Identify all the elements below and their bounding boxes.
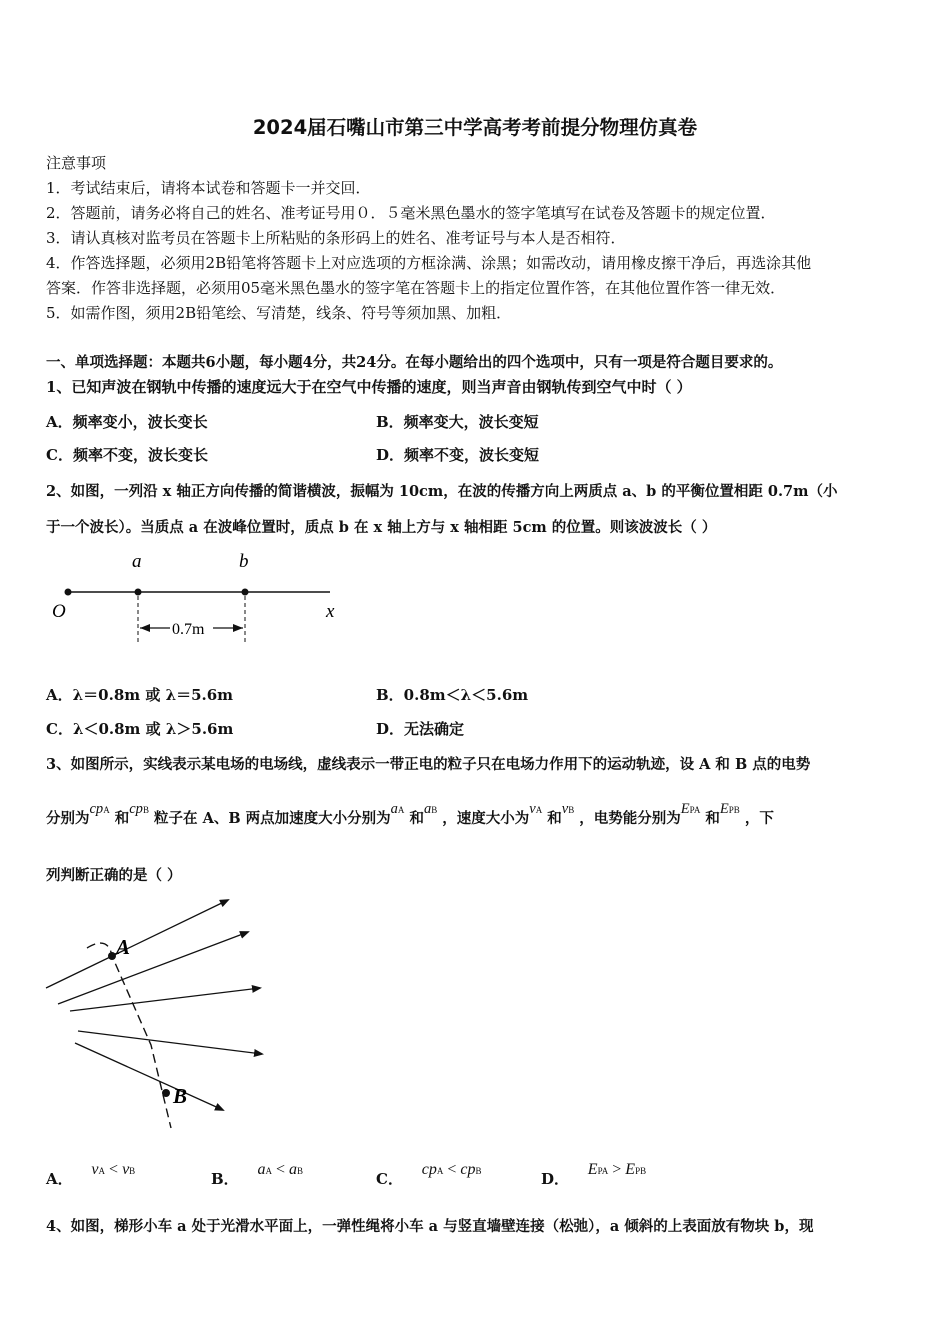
dim-arrow-right — [233, 624, 243, 632]
notice-item: 答案．作答非选择题，必须用05毫米黑色墨水的签字笔在答题卡上的指定位置作答，在其他位置作答一律无效． — [46, 279, 786, 297]
velocity-b-symbol: vB — [561, 801, 575, 817]
q3-option-d: D． EPA > EPB — [541, 1161, 647, 1188]
q3-field-figure — [40, 890, 270, 1140]
notice-item: 1．考试结束后，请将本试卷和答题卡一并交回． — [46, 179, 371, 197]
label-origin: O — [52, 601, 66, 622]
energy-b-symbol: EPB — [719, 801, 740, 817]
point-b — [242, 589, 249, 596]
question-2-line1: 2、如图，一列沿 x 轴正方向传播的简谐横波，振幅为 10cm，在波的传播方向上两质点 a、b 的平衡位置相距 0.7m（小 — [46, 483, 838, 500]
label-b: b — [239, 551, 249, 572]
question-3-line3: 列判断正确的是（ ） — [46, 867, 182, 884]
accel-b-symbol: aB — [423, 801, 438, 817]
point-a — [108, 952, 116, 960]
notice-heading: 注意事项 — [46, 154, 107, 172]
label-a: A — [116, 935, 131, 959]
notice-item: 4．作答选择题，必须用2B铅笔将答题卡上对应选项的方框涂满、涂黑；如需改动，请用橡皮擦干净后，再选涂其他 — [46, 254, 812, 272]
question-3-line1: 3、如图所示，实线表示某电场的电场线，虚线表示一带正电的粒子只在电场力作用下的运动轨迹，设 A 和 B 点的电势 — [46, 756, 811, 773]
q1-option-c: C．频率不变，波长变长 — [46, 446, 208, 464]
notice-item: 3．请认真核对监考员在答题卡上所粘贴的条形码上的姓名、准考证号与本人是否相符． — [46, 229, 626, 247]
section-heading: 一、单项选择题：本题共6小题，每小题4分，共24分。在每小题给出的四个选项中，只有一项是符合题目要求的。 — [46, 354, 783, 371]
q2-option-d: D．无法确定 — [376, 720, 465, 738]
notice-item: 5．如需作图，须用2B铅笔绘、写清楚，线条、符号等须加黑、加粗． — [46, 304, 512, 322]
phi-b-symbol: cpB — [129, 801, 149, 817]
origin-point — [65, 589, 72, 596]
velocity-a-symbol: vA — [529, 801, 543, 817]
label-x: x — [326, 601, 335, 622]
distance-label: 0.7m — [172, 621, 205, 638]
accel-a-symbol: aA — [390, 801, 405, 817]
label-b: B — [173, 1084, 188, 1108]
point-b — [162, 1089, 170, 1097]
energy-a-symbol: EPA — [680, 801, 701, 817]
notice-item: 2．答题前，请务必将自己的姓名、准考证号用０．５毫米黑色墨水的签字笔填写在试卷及答题卡的规定位置． — [46, 204, 776, 222]
q1-option-a: A．频率变小，波长变长 — [46, 413, 208, 431]
phi-a-symbol: cpA — [89, 801, 110, 817]
q2-option-a: A．λ＝0.8m 或 λ＝5.6m — [46, 686, 234, 704]
question-3-line2: 分别为cpA 和cpB 粒子在 A、B 两点加速度大小分别为aA 和aB ，速度大小为vA 和vB ，电势能分别为EPA 和EPB ，下 — [46, 801, 774, 827]
q2-wave-figure — [40, 545, 360, 655]
q2-option-b: B．0.8m＜λ＜5.6m — [376, 686, 529, 704]
question-4-line1: 4、如图，梯形小车 a 处于光滑水平面上，一弹性绳将小车 a 与竖直墙壁连接（松弛），a 倾斜的上表面放有物块 b，现 — [46, 1218, 814, 1235]
particle-trajectory — [87, 943, 171, 1128]
page-title: 2024届石嘴山市第三中学高考考前提分物理仿真卷 — [252, 116, 698, 139]
q2-option-c: C．λ＜0.8m 或 λ＞5.6m — [46, 720, 234, 738]
q1-option-b: B．频率变大，波长变短 — [376, 413, 539, 431]
field-line — [78, 1031, 262, 1054]
q3-option-b: B． aA < aB — [211, 1161, 304, 1188]
q1-option-d: D．频率不变，波长变短 — [376, 446, 540, 464]
label-a: a — [132, 551, 142, 572]
field-line — [75, 1043, 223, 1110]
q3-option-c: C． cpA < cpB — [376, 1161, 482, 1188]
field-line — [46, 900, 228, 988]
q3-option-a: A． vA < vB — [46, 1161, 136, 1188]
question-2-line2: 于一个波长）。当质点 a 在波峰位置时，质点 b 在 x 轴上方与 x 轴相距 5cm 的位置。则该波波长（ ） — [46, 519, 717, 536]
dim-arrow-left — [140, 624, 150, 632]
field-line — [70, 988, 260, 1011]
question-1-stem: 1、已知声波在钢轨中传播的速度远大于在空气中传播的速度，则当声音由钢轨传到空气中时（ ） — [46, 378, 692, 396]
point-a — [135, 589, 142, 596]
